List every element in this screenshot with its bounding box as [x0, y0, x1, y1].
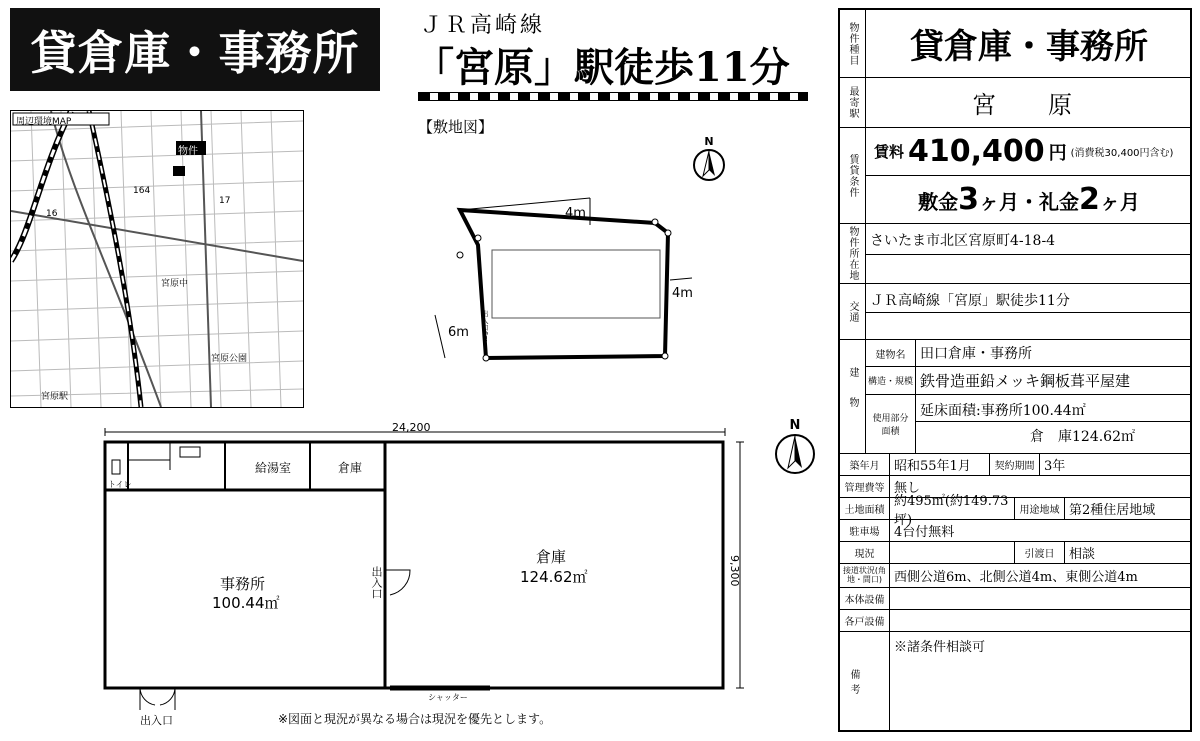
type-value: 貸倉庫・事務所	[910, 27, 1148, 67]
compass-north-arrow-icon-2	[774, 433, 816, 475]
row-built	[840, 454, 1190, 476]
row-building	[840, 340, 1190, 454]
row-station	[840, 78, 1190, 128]
status-value	[890, 542, 1015, 563]
key-money-unit: ヶ月	[1099, 190, 1140, 214]
area-map	[10, 110, 304, 408]
struct-label: 構造・規模	[866, 366, 916, 394]
deposit-months: 3	[958, 182, 979, 217]
row-road	[840, 564, 1190, 588]
area-label: 使用部分面積	[866, 394, 916, 454]
map-label-2: 17	[219, 196, 231, 206]
rent-tax: (消費税30,400円含む)	[1070, 148, 1174, 159]
decorative-dashed-rule	[418, 92, 808, 101]
row-mgmt	[840, 476, 1190, 498]
railway-line: ＪＲ高崎線	[420, 13, 546, 38]
row-land	[840, 493, 1190, 528]
parking-label: 駐車場	[840, 520, 890, 541]
compass-north-label-2: N	[789, 418, 801, 433]
rent-unit: 円	[1048, 142, 1067, 164]
row-type	[840, 10, 1190, 78]
row-parking	[840, 520, 1190, 542]
map-graphic	[11, 111, 303, 407]
floorplan-width-dim: 24,200	[392, 421, 431, 434]
row-unit-equip	[840, 610, 1190, 632]
terms-head: 賃貸条件	[840, 128, 866, 223]
key-money-months: 2	[1079, 182, 1100, 217]
map-label-5: 宮原公園	[211, 354, 248, 364]
traffic-head: 交通	[840, 284, 866, 339]
area-value-office: 延床面積:事務所100.44㎡	[920, 403, 1086, 419]
room-small-storage: 倉庫	[338, 461, 363, 475]
road-label: 接道状況(角地・間口)	[840, 564, 890, 587]
room-warehouse-name: 倉庫	[536, 548, 567, 566]
zone-value: 第2種住居地域	[1069, 503, 1156, 518]
building-head: 建物	[840, 340, 866, 453]
row-main-equip	[840, 588, 1190, 610]
row-terms	[840, 128, 1190, 224]
row-address	[840, 224, 1190, 284]
map-property-marker: 物件	[178, 146, 198, 157]
built-label: 築年月	[840, 454, 890, 475]
compass-siteplan	[692, 135, 726, 185]
zone-label: 用途地域	[1015, 498, 1065, 519]
traffic-divider	[866, 312, 1192, 313]
map-label-1: 164	[133, 186, 151, 196]
compass-north-label: N	[704, 135, 714, 148]
area-line	[866, 394, 1192, 454]
road-value: 西側公道6m、北側公道4m、東側公道4m	[894, 570, 1138, 585]
handover-label: 引渡日	[1015, 542, 1065, 563]
map-label-4: 宮原中	[161, 279, 189, 289]
map-label-3: 16	[46, 209, 58, 219]
siteplan-dim-north: 4m	[565, 206, 586, 221]
deposit-line	[866, 176, 1192, 224]
floorplan-height-dim: 9,300	[728, 555, 741, 587]
map-label-0: 宮原駅	[41, 392, 69, 402]
row-traffic	[840, 284, 1190, 340]
contract-label: 契約期間	[990, 454, 1040, 475]
door-middle-label: 出入口	[370, 566, 383, 599]
compass-floorplan	[774, 418, 816, 480]
status-label: 現況	[840, 542, 890, 563]
room-office-area: 100.44㎡	[212, 594, 280, 612]
traffic-value: ＪＲ高崎線「宮原」駅徒歩11分	[870, 293, 1070, 309]
contract-value: 3年	[1044, 459, 1066, 474]
handover-value: 相談	[1069, 547, 1096, 562]
station-head: 最寄駅	[840, 78, 866, 127]
mgmt-value: 無し	[894, 481, 921, 496]
remarks-label: 備考	[840, 632, 890, 730]
address-value: さいたま市北区宮原町4-18-4	[870, 233, 1056, 249]
unit-equip-label: 各戸設備	[840, 610, 890, 631]
bname-line	[866, 340, 1192, 367]
land-value: 約495㎡(約149.73坪)	[890, 498, 1015, 519]
rent-label: 賃料	[874, 143, 905, 161]
property-table	[838, 8, 1192, 732]
struct-line	[866, 366, 1192, 395]
mgmt-label: 管理費等	[840, 476, 890, 497]
bname-label: 建物名	[866, 340, 916, 366]
area-divider	[916, 421, 1192, 422]
page-title: 貸倉庫・事務所	[10, 8, 380, 91]
land-label: 土地面積	[840, 498, 890, 519]
compass-north-arrow-icon	[692, 148, 726, 182]
bname-value: 田口倉庫・事務所	[920, 346, 1032, 362]
map-title: 周辺環境MAP	[16, 117, 72, 127]
siteplan-label: 【敷地図】	[418, 118, 494, 136]
room-warehouse-area: 124.62㎡	[520, 568, 588, 586]
rent-value: 410,400	[908, 134, 1045, 169]
siteplan-entrance: 出入口6m	[481, 310, 489, 343]
main-equip-label: 本体設備	[840, 588, 890, 609]
rent-line	[866, 128, 1192, 176]
built-value: 昭和55年1月	[890, 454, 990, 475]
remarks-value: ※諸条件相談可	[894, 640, 986, 655]
room-office-name: 事務所	[220, 575, 266, 593]
row-status	[840, 542, 1190, 564]
deposit-label: 敷金	[918, 190, 959, 214]
room-kitchen: 給湯室	[255, 461, 292, 475]
type-head: 物件種目	[840, 10, 866, 77]
shutter-label: シャッター	[428, 693, 468, 702]
area-value-warehouse: 倉 庫124.62㎡	[1030, 429, 1135, 445]
row-remarks	[840, 632, 1190, 730]
address-divider	[866, 254, 1192, 255]
station-walk-headline: 「宮原」駅徒歩11分	[414, 44, 790, 91]
floorplan-drawing	[100, 420, 760, 710]
door-bottom-label: 出入口	[140, 714, 173, 727]
floorplan-note: ※図面と現況が異なる場合は現況を優先とします。	[278, 712, 552, 726]
address-head: 物件所在地	[840, 224, 866, 283]
struct-value: 鉄骨造亜鉛メッキ鋼板葺平屋建	[920, 371, 1131, 390]
key-money-label: ヶ月・礼金	[979, 190, 1079, 214]
parking-value: 4台付無料	[894, 525, 955, 540]
room-toilet: トイレ	[108, 480, 132, 489]
siteplan-dim-east: 4m	[672, 286, 693, 301]
siteplan-dim-west: 6m	[448, 325, 469, 340]
station-value: 宮 原	[972, 91, 1086, 119]
